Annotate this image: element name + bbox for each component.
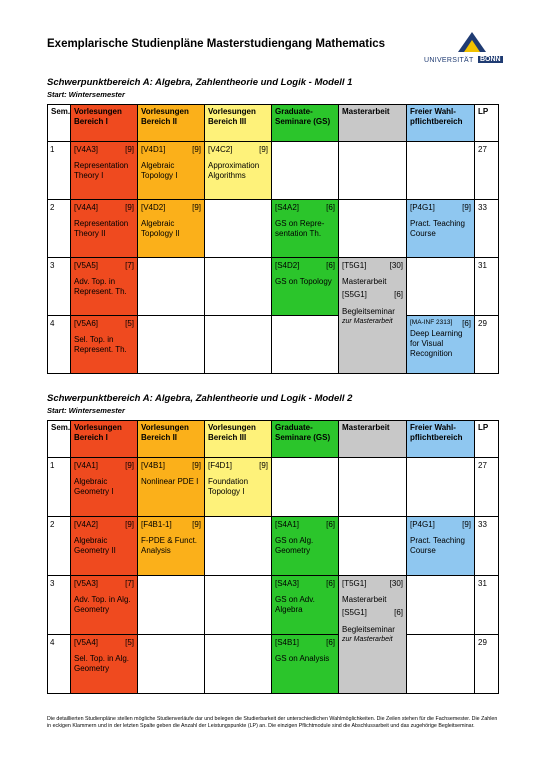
course-title: Representation Theory I [74,161,129,180]
course-title: Algebraic Geometry I [74,477,114,496]
course-cell [272,517,339,576]
course-title: Algebraic Topology II [141,219,180,238]
empty-cell [339,458,407,517]
section1-start: Start: Wintersemester [47,90,125,99]
course-code: [P4G1] [410,203,435,212]
course-title: GS on Alg. Geometry [275,536,314,555]
course-title: Approximation Algorithms [208,161,260,180]
course-cp: [9] [462,520,471,529]
header-lp: LP [475,105,499,142]
course-cell [407,316,475,374]
header-masterarbeit: Masterarbeit [339,421,407,458]
empty-cell [407,576,475,635]
table-row [48,258,499,316]
empty-cell [407,635,475,694]
course-cell [272,576,339,635]
header-wahlpflicht: Freier Wahl-pflichtbereich [407,105,475,142]
course-code: [V4A4] [74,203,99,212]
course-cp: [6] [394,608,403,617]
course-title: GS on Topology [275,277,332,286]
course-cp: [6] [326,261,335,270]
empty-cell [339,200,407,258]
empty-cell [205,200,272,258]
course-code: [P4G1] [410,520,435,529]
course-title: Deep Learning for Visual Recognition [410,329,463,358]
course-title: Sel. Top. in Represent. Th. [74,335,127,354]
course-code: [V4C2] [208,145,233,154]
course-cell [71,200,138,258]
study-plan-table-2 [47,420,499,694]
sem-number: 1 [48,142,71,200]
course-cp: [30] [389,261,403,270]
course-cell [71,635,138,694]
course-cp: [9] [125,520,134,529]
course-cp: [6] [462,319,471,328]
course-cp: [9] [125,145,134,154]
table-header-row [48,421,499,458]
lp-value: 33 [475,517,499,576]
course-cell [138,517,205,576]
course-code: [V5A4] [74,638,99,647]
header-bereich-1: Vorlesungen Bereich I [71,105,138,142]
header-bereich-3: Vorlesungen Bereich III [205,421,272,458]
empty-cell [272,316,339,374]
empty-cell [205,576,272,635]
course-cell [71,258,138,316]
course-cp: [6] [326,579,335,588]
header-sem: Sem. [48,421,71,458]
logo-mark-icon [458,32,486,52]
empty-cell [205,517,272,576]
table-row [48,517,499,576]
study-plan-table-1 [47,104,499,374]
empty-cell [407,142,475,200]
course-cp: [6] [326,520,335,529]
course-cp: [7] [125,579,134,588]
course-code: [V4A1] [74,461,99,470]
table-row [48,458,499,517]
course-cell [407,200,475,258]
course-subtitle: zur Masterarbeit [342,636,393,643]
empty-cell [205,635,272,694]
course-title: Nonlinear PDE I [141,477,199,486]
course-code: [V4A3] [74,145,99,154]
course-title: Begleitseminar [342,307,395,316]
empty-cell [138,316,205,374]
course-cp: [6] [326,638,335,647]
header-graduate-seminare: Graduate-Seminare (GS) [272,421,339,458]
course-title: GS on Adv. Algebra [275,595,315,614]
course-code: [S5G1] [342,608,367,617]
course-title: Begleitseminar [342,625,395,634]
empty-cell [339,517,407,576]
course-cell [205,458,272,517]
section2-title: Schwerpunktbereich A: Algebra, Zahlentheorie und Logik - Modell 2 [47,393,353,404]
course-cell [71,576,138,635]
empty-cell [205,316,272,374]
course-title: Pract. Teaching Course [410,219,465,238]
table-row [48,142,499,200]
page-title: Exemplarische Studienpläne Masterstudiengang Mathematics [47,38,386,50]
empty-cell [407,258,475,316]
course-code: [T5G1] [342,261,367,270]
course-code: [MA-INF 2313] [410,319,453,326]
course-code: [T5G1] [342,579,367,588]
course-code: [V4D1] [141,145,166,154]
course-title: Pract. Teaching Course [410,536,465,555]
empty-cell [272,458,339,517]
sem-number: 3 [48,258,71,316]
course-cp: [9] [125,461,134,470]
course-cp: [9] [259,145,268,154]
table-row [48,316,499,374]
header-bereich-3: Vorlesungen Bereich III [205,105,272,142]
course-subtitle: zur Masterarbeit [342,318,393,325]
course-cell [138,200,205,258]
course-cell [272,635,339,694]
course-title: GS on Repre-sentation Th. [275,219,325,238]
lp-value: 33 [475,200,499,258]
university-logo [424,32,520,68]
section2-start: Start: Wintersemester [47,406,125,415]
header-wahlpflicht: Freier Wahl-pflichtbereich [407,421,475,458]
course-title: F-PDE & Funct. Analysis [141,536,198,555]
empty-cell [407,458,475,517]
course-cp: [9] [462,203,471,212]
course-cp: [7] [125,261,134,270]
course-cell [71,316,138,374]
course-code: [S5G1] [342,290,367,299]
lp-value: 27 [475,458,499,517]
header-sem: Sem. [48,105,71,142]
course-cp: [6] [326,203,335,212]
course-cp: [5] [125,638,134,647]
course-cp: [9] [125,203,134,212]
course-cp: [6] [394,290,403,299]
course-title: Adv. Top. in Alg. Geometry [74,595,131,614]
course-cell [205,142,272,200]
course-cp: [5] [125,319,134,328]
sem-number: 1 [48,458,71,517]
course-code: [S4D2] [275,261,300,270]
course-title: Algebraic Geometry II [74,536,116,555]
course-code: [V4A2] [74,520,99,529]
lp-value: 29 [475,316,499,374]
course-cp: [9] [192,145,201,154]
logo-text-universitaet: UNIVERSITÄT [424,57,474,64]
course-code: [F4D1] [208,461,233,470]
header-bereich-2: Vorlesungen Bereich II [138,105,205,142]
course-title: Masterarbeit [342,277,387,286]
empty-cell [272,142,339,200]
sem-number: 2 [48,517,71,576]
course-cp: [9] [192,203,201,212]
table-header-row [48,105,499,142]
course-code: [S4A2] [275,203,300,212]
course-code: [S4A1] [275,520,300,529]
logo-text-bonn: BONN [480,56,501,63]
lp-value: 31 [475,576,499,635]
empty-cell [205,258,272,316]
course-title: Masterarbeit [342,595,387,604]
course-title: GS on Analysis [275,654,330,663]
course-cell [71,517,138,576]
header-masterarbeit: Masterarbeit [339,105,407,142]
course-title: Representation Theory II [74,219,129,238]
course-code: [V4D2] [141,203,166,212]
sem-number: 4 [48,635,71,694]
course-cell [71,458,138,517]
header-lp: LP [475,421,499,458]
course-code: [S4A3] [275,579,300,588]
sem-number: 4 [48,316,71,374]
table-row [48,576,499,635]
empty-cell [138,635,205,694]
course-title: Foundation Topology I [208,477,249,496]
header-graduate-seminare: Graduate-Seminare (GS) [272,105,339,142]
course-code: [V5A6] [74,319,99,328]
header-bereich-1: Vorlesungen Bereich I [71,421,138,458]
lp-value: 27 [475,142,499,200]
course-cp: [9] [192,520,201,529]
course-code: [V5A5] [74,261,99,270]
empty-cell [138,576,205,635]
footer-note: Die detaillierten Studienpläne stellen mögliche Studienverläufe dar und belegen die Studierbarkeit der unterschiedlichen Wahlmöglichkeiten. Die Zeilen stehen für die Fachsemester. Die Zahlen in eckigen Klammern und in der letzten Spalte geben die Anzahl der Leistungspunkte (LP) an. Die einzigen Pflichtmodule sind die Abschlussarbeit und das zugehörige Begleitseminar. [47,716,498,729]
course-cell [71,142,138,200]
course-cell [138,142,205,200]
course-code: [F4B1-1] [141,520,172,529]
course-title: Adv. Top. in Represent. Th. [74,277,127,296]
empty-cell [138,258,205,316]
masterarbeit-cell [339,258,407,374]
table-row [48,635,499,694]
section1-title: Schwerpunktbereich A: Algebra, Zahlentheorie und Logik - Modell 1 [47,77,353,88]
lp-value: 31 [475,258,499,316]
course-cp: [30] [389,579,403,588]
course-cell [138,458,205,517]
lp-value: 29 [475,635,499,694]
course-code: [V4B1] [141,461,166,470]
sem-number: 3 [48,576,71,635]
course-cp: [9] [192,461,201,470]
table-row [48,200,499,258]
course-cell [272,200,339,258]
empty-cell [339,142,407,200]
course-code: [V5A3] [74,579,99,588]
course-cell [272,258,339,316]
header-bereich-2: Vorlesungen Bereich II [138,421,205,458]
sem-number: 2 [48,200,71,258]
course-cp: [9] [259,461,268,470]
course-title: Algebraic Topology I [141,161,178,180]
course-code: [S4B1] [275,638,300,647]
course-cell [407,517,475,576]
course-title: Sel. Top. in Alg. Geometry [74,654,129,673]
masterarbeit-cell [339,576,407,694]
